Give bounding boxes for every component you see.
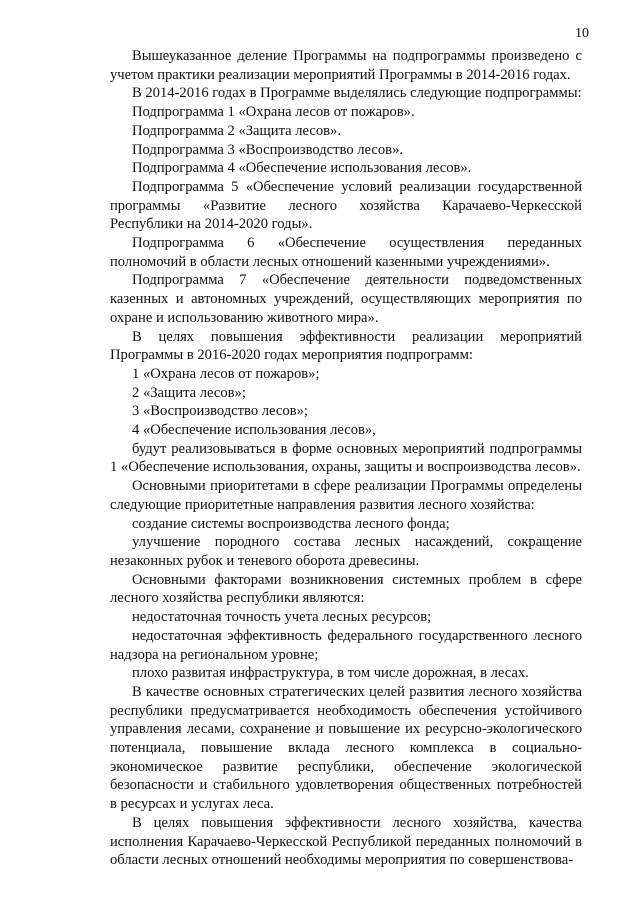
paragraph: Подпрограмма 4 «Обеспечение использования лесов». [132, 160, 472, 177]
paragraph: В целях повышения эффективности реализации мероприятий Программы в 2016-2020 годах мероприятия подпрограмм: [110, 328, 582, 364]
paragraph: Подпрограмма 3 «Воспроизводство лесов». [132, 141, 404, 158]
paragraph: недостаточная эффективность федерального государственного лесного надзора на региональном уровне; [110, 627, 582, 663]
paragraph: Основными факторами возникновения системных проблем в сфере лесного хозяйства республики являются: [110, 571, 582, 607]
paragraph: создание системы воспроизводства лесного фонда; [132, 515, 450, 532]
paragraph: Подпрограмма 1 «Охрана лесов от пожаров». [132, 104, 415, 121]
paragraph: 1 «Охрана лесов от пожаров»; [132, 365, 320, 382]
paragraph: Вышеуказанное деление Программы на подпрограммы произведено с учетом практики реализации мероприятий Программы в 2014-2016 годах. [110, 48, 582, 83]
paragraph: Подпрограмма 7 «Обеспечение деятельности подведомственных казенных и автономных учреждений, осуществляющих мероприятия по охране и использованию животного мира». [110, 272, 582, 326]
body-text [110, 47, 582, 870]
paragraph: В качестве основных стратегических целей развития лесного хозяйства республики предусматривается необходимость обеспечения устойчивого управления лесами, сохранение и повышение их ресурсно-экологического потенциала, повышение вклада лесного комплекса в социально-экономическое развитие республики, обеспечение экологической безопасности и стабильного удовлетворения общественных потребностей в ресурсах и услугах леса. [110, 683, 582, 813]
paragraph: 2 «Защита лесов»; [132, 384, 246, 401]
paragraph: будут реализовываться в форме основных мероприятий подпрограммы 1 «Обеспечение использования, охраны, защиты и воспроизводства лесов». [110, 440, 582, 476]
paragraph: плохо развитая инфраструктура, в том числе дорожная, в лесах. [132, 665, 529, 682]
paragraph: Основными приоритетами в сфере реализации Программы определены следующие приоритетные направления развития лесного хозяйства: [110, 478, 582, 513]
paragraph: недостаточная точность учета лесных ресурсов; [132, 609, 432, 626]
paragraph: 4 «Обеспечение использования лесов», [132, 422, 376, 439]
page-number: 10 [575, 26, 589, 41]
paragraph: Подпрограмма 6 «Обеспечение осуществления переданных полномочий в области лесных отношений казенными учреждениями». [110, 235, 582, 270]
paragraph: 3 «Воспроизводство лесов»; [132, 403, 308, 420]
paragraph: В целях повышения эффективности лесного хозяйства, качества исполнения Карачаево-Черкесской Республикой переданных полномочий в области лесных отношений необходимы мероприятия по совершенствова- [110, 814, 582, 869]
paragraph: Подпрограмма 2 «Защита лесов». [132, 122, 341, 139]
paragraph: Подпрограмма 5 «Обеспечение условий реализации государственной программы «Развитие лесного хозяйства Карачаево-Черкесской Республики на 2014-2020 годы». [110, 178, 582, 233]
paragraph: улучшение породного состава лесных насаждений, сокращение незаконных рубок и теневого оборота древесины. [110, 534, 582, 569]
paragraph: В 2014-2016 годах в Программе выделялись следующие подпрограммы: [132, 85, 582, 102]
